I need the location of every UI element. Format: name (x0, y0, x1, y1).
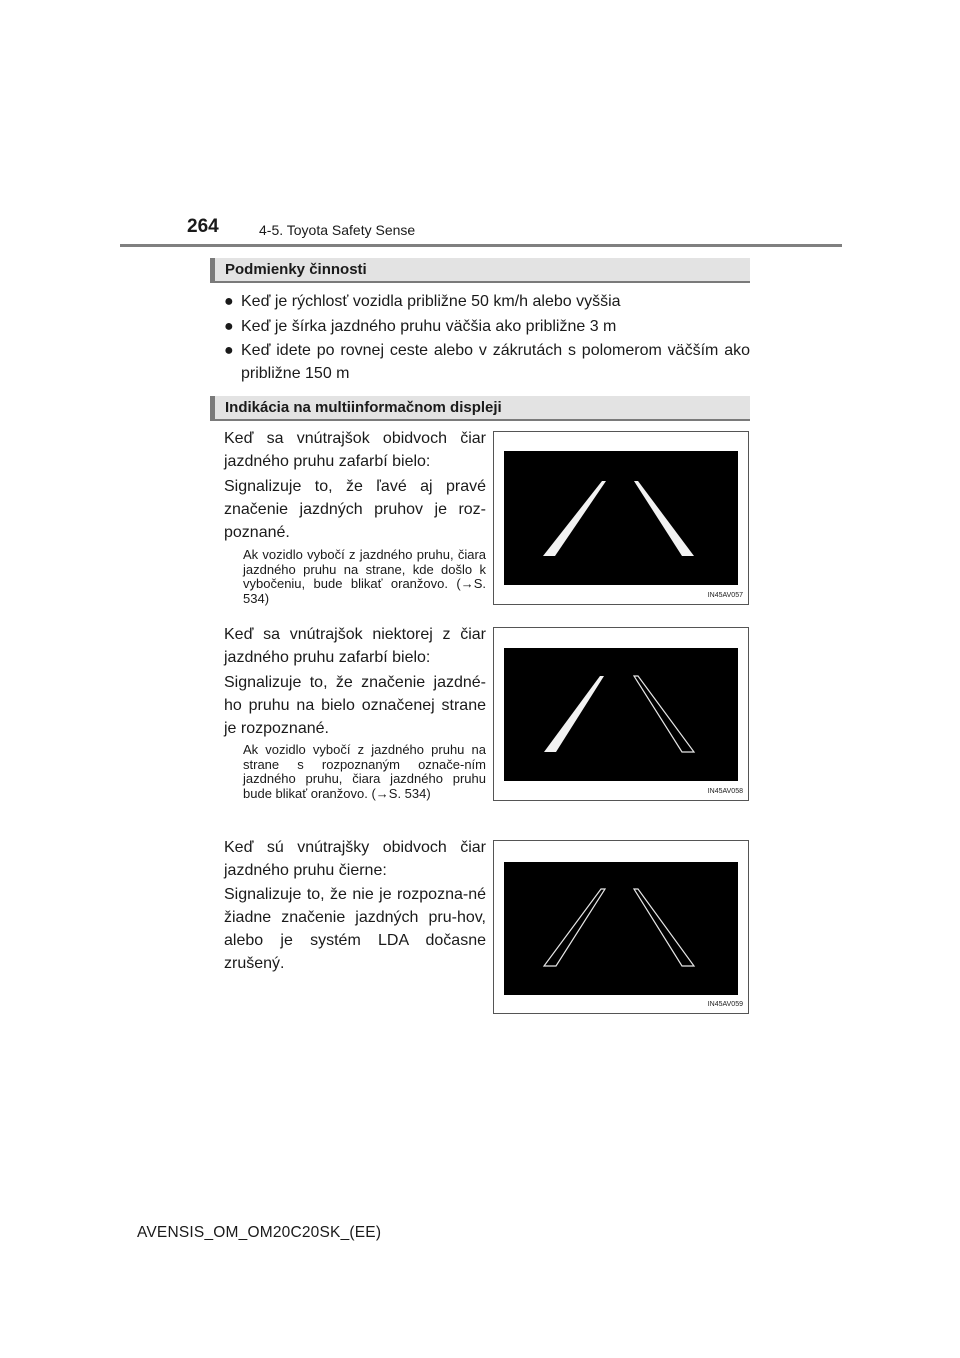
section-heading-display-indication (210, 396, 750, 421)
bullet-text: Keď idete po rovnej ceste alebo v zákrutách s polomerom väčším ako približne 150 m (241, 342, 750, 382)
bullet-icon: ● (224, 318, 234, 335)
left-lane-line (543, 481, 606, 556)
left-lane-line (544, 889, 605, 966)
section-heading-operating-conditions (210, 258, 750, 283)
display-screen (504, 862, 738, 995)
bullet-item (224, 315, 750, 338)
figure-no-lanes-recognized (493, 840, 749, 1014)
page-number: 264 (187, 216, 219, 237)
indication-note: Ak vozidlo vybočí z jazdného pruhu, čiara jazdného pruhu na strane, kde došlo k vybočeniu, bude blikať oranžovo. (→S. 534) (243, 547, 486, 606)
section-heading-label: Podmienky činnosti (225, 261, 367, 278)
figure-code: IN45AV057 (707, 592, 743, 599)
section-heading-label: Indikácia na multiinformačnom displeji (225, 399, 502, 416)
right-lane-line (634, 676, 694, 752)
left-lane-line (544, 676, 604, 752)
display-screen (504, 451, 738, 585)
figure-both-lanes-recognized (493, 431, 749, 605)
indication-description: Signalizuje to, že nie je rozpozna-né žiadne značenie jazdných pru-hov, alebo je systém LDA dočasne zrušený. (224, 886, 486, 972)
indication-lead-text: Keď sa vnútrajšok obidvoch čiar jazdného pruhu zafarbí bielo: (224, 430, 486, 470)
bullet-text: Keď je rýchlosť vozidla približne 50 km/h alebo vyššia (241, 293, 621, 310)
bullet-item (224, 339, 750, 385)
bullet-text: Keď je šírka jazdného pruhu väčšia ako približne 3 m (241, 318, 617, 335)
bullet-item (224, 290, 750, 313)
right-lane-line (634, 889, 694, 966)
indication-note: Ak vozidlo vybočí z jazdného pruhu na strane s rozpoznaným označe-ním jazdného pruhu, čiara jazdného pruhu bude blikať oranžovo. (→S. 534) (243, 742, 486, 801)
figure-code: IN45AV059 (707, 1001, 743, 1008)
figure-one-lane-recognized (493, 627, 749, 801)
indication-description: Signalizuje to, že značenie jazdné-ho pruhu na bielo označenej strane je rozpoznané. (224, 674, 486, 737)
indication-description: Signalizuje to, že ľavé aj pravé značenie jazdných pruhov je roz-poznané. (224, 478, 486, 541)
bullet-icon: ● (224, 342, 234, 359)
footer-document-id: AVENSIS_OM_OM20C20SK_(EE) (137, 1224, 382, 1241)
bullet-icon: ● (224, 293, 234, 310)
header-section-title: 4-5. Toyota Safety Sense (259, 222, 416, 238)
figure-code: IN45AV058 (707, 788, 743, 795)
display-screen (504, 648, 738, 781)
indication-lead-text: Keď sa vnútrajšok niektorej z čiar jazdného pruhu zafarbí bielo: (224, 626, 486, 666)
header-rule (120, 244, 842, 247)
right-lane-line (634, 481, 694, 556)
indication-lead-text: Keď sú vnútrajšky obidvoch čiar jazdného pruhu čierne: (224, 839, 486, 879)
